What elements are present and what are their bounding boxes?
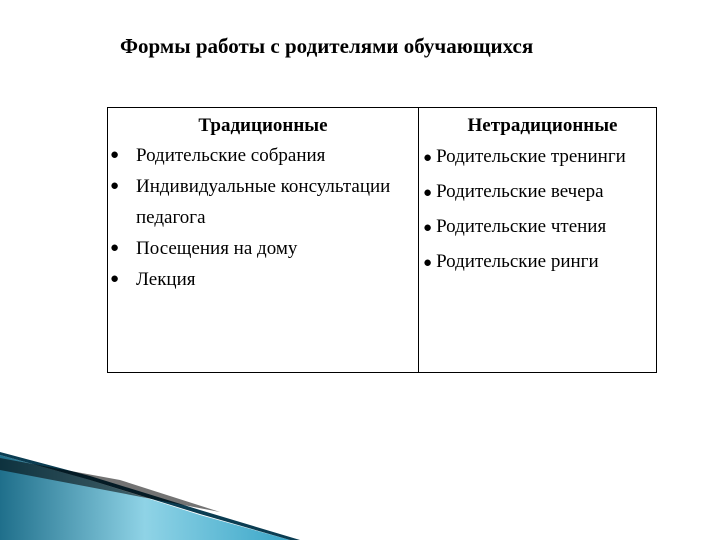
list-item: ● Родительские ринги <box>423 251 599 272</box>
bullet-icon: ● <box>110 178 120 194</box>
list-item: ● Индивидуальные консультации педагога <box>108 171 418 233</box>
traditional-column <box>108 108 419 373</box>
decorative-swoosh <box>0 440 720 540</box>
nontraditional-list <box>419 140 656 280</box>
bullet-icon: ● <box>110 240 120 256</box>
bullet-icon: ● <box>423 255 433 271</box>
nontraditional-header: Нетрадиционные <box>467 115 618 136</box>
list-item: ● Родительские тренинги <box>423 146 626 167</box>
list-item: ● Лекция <box>108 264 418 295</box>
list-item: ● Родительские чтения <box>423 216 607 237</box>
list-item: ● Родительские вечера <box>423 181 604 202</box>
title-area <box>0 0 720 60</box>
page-title: Формы работы с родителями обучающихся <box>120 34 534 58</box>
bullet-icon: ● <box>110 271 120 287</box>
list-item: ● Посещения на дому <box>108 233 418 264</box>
bullet-icon: ● <box>423 185 433 201</box>
bullet-icon: ● <box>423 220 433 236</box>
list-item: ● Родительские собрания <box>108 140 418 171</box>
forms-table <box>107 107 657 373</box>
bullet-icon: ● <box>110 147 120 163</box>
traditional-list <box>108 140 418 295</box>
nontraditional-column <box>419 108 657 373</box>
bullet-icon: ● <box>423 150 433 166</box>
traditional-header: Традиционные <box>198 115 328 136</box>
